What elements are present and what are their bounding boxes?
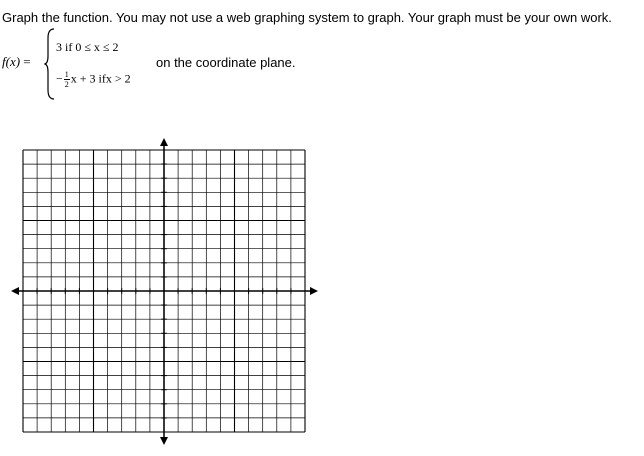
instruction-suffix: on the coordinate plane. (156, 55, 296, 70)
equals-sign: = (20, 54, 31, 69)
case-2-sign: − (56, 71, 63, 86)
axes (11, 138, 318, 445)
y-axis-arrow-up-icon (160, 138, 168, 146)
function-name: f(x) (2, 54, 21, 69)
case-1-text: 3 if 0 ≤ x ≤ 2 (56, 40, 119, 54)
fraction-numerator: 1 (64, 70, 69, 79)
x-axis-arrow-right-icon (310, 287, 318, 295)
x-axis-arrow-left-icon (11, 287, 19, 295)
y-axis-arrow-down-icon (160, 437, 168, 445)
case-2-text: x + 3 ifx > 2 (70, 71, 131, 86)
instruction-text: Graph the function. You may not use a web graphing system to graph. Your graph must be your own work. (2, 10, 612, 25)
fraction-denominator: 2 (64, 80, 69, 89)
